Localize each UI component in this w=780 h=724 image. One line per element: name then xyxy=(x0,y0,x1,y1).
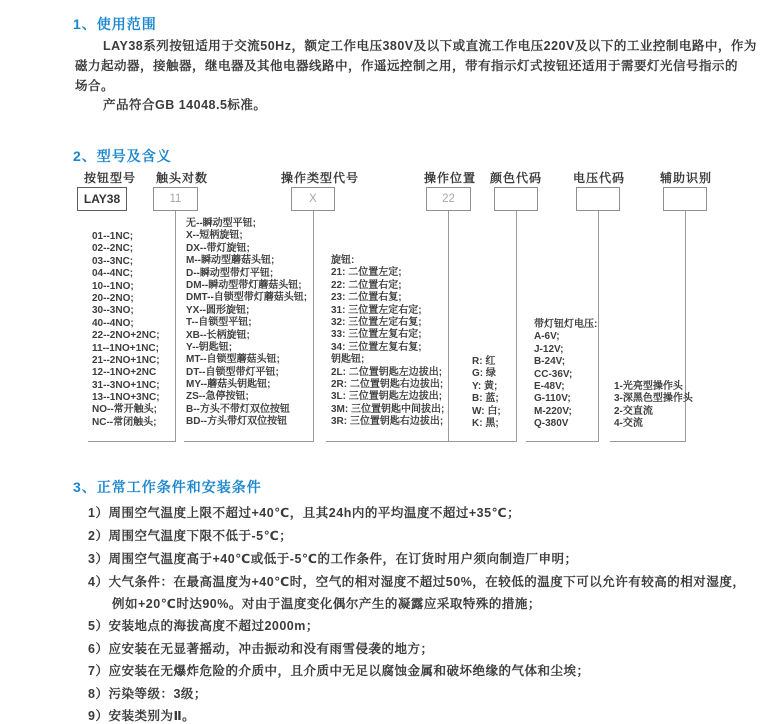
list-item: 11--1NO+1NC; xyxy=(92,342,159,354)
underline xyxy=(610,441,686,442)
list-item: 钥匙钮; xyxy=(331,354,365,366)
column-header-contacts: 触头对数 xyxy=(156,171,209,185)
connector-line xyxy=(313,211,314,441)
model-box-contacts: 11 xyxy=(153,187,198,211)
list-item: Q-380V xyxy=(534,418,569,430)
section1-line: 产品符合GB 14048.5标准。 xyxy=(103,98,267,112)
connector-line xyxy=(516,211,517,441)
list-item: 3L: 三位置钥匙左边拔出; xyxy=(331,391,443,403)
underline xyxy=(326,441,449,442)
list-item: W: 白; xyxy=(472,405,501,417)
list-item: D--瞬动型带灯平钮; xyxy=(186,267,274,279)
list-item: 03--3NC; xyxy=(92,255,134,267)
list-item: R: 红 xyxy=(472,356,496,367)
list-item: 2R: 二位置钥匙右边拔出; xyxy=(331,378,444,390)
condition-item: 5）安装地点的海拔高度不超过2000m； xyxy=(88,619,319,633)
column-header-op-type: 操作类型代号 xyxy=(281,171,360,185)
list-item: MT--自锁型蘑菇头钮; xyxy=(186,354,280,366)
list-item: B: 蓝; xyxy=(472,393,499,405)
connector-line xyxy=(448,211,449,441)
list-item: 34: 三位置左复右复; xyxy=(331,341,422,353)
list-item: E-48V; xyxy=(534,380,565,392)
list-item: 31: 三位置左定右定; xyxy=(331,304,422,316)
list-item: 2-交直流 xyxy=(614,405,653,417)
color-code-list xyxy=(472,356,501,430)
connector-line xyxy=(598,211,599,441)
column-header-op-pos: 操作位置 xyxy=(424,171,477,185)
condition-item: 6）应安装在无显著摇动，冲击振动和没有雨雪侵袭的地方； xyxy=(88,642,434,656)
list-item: XB--长柄旋钮; xyxy=(186,329,250,341)
condition-item: 3）周围空气温度高于+40℃或低于-5℃的工作条件，在订货时用户须向制造厂申明； xyxy=(88,552,578,566)
list-item: B-24V; xyxy=(534,356,566,368)
condition-item: 7）应安装在无爆炸危险的介质中，且介质中无足以腐蚀金属和破坏绝缘的气体和尘埃； xyxy=(88,664,590,678)
list-item: 带灯钮灯电压: xyxy=(534,319,598,330)
column-header-color: 颜色代码 xyxy=(490,171,543,185)
condition-item: 9）安装类别为Ⅱ。 xyxy=(88,709,196,723)
model-box-op-pos: 22 xyxy=(426,187,471,211)
list-item: NC--常闭触头; xyxy=(92,416,157,428)
list-item: 3R: 三位置钥匙右边拔出; xyxy=(331,416,444,428)
list-item: A-6V; xyxy=(534,331,560,343)
list-item: M--瞬动型蘑菇头钮; xyxy=(186,255,275,267)
list-item: T--自锁型平钮; xyxy=(186,317,252,329)
section1-title: 1、使用范围 xyxy=(73,16,157,32)
model-box-color xyxy=(494,187,538,211)
op-type-code-list xyxy=(186,218,307,429)
condition-item: 1）周围空气温度上限不超过+40℃，且其24h内的平均温度不超过+35℃； xyxy=(88,506,521,520)
list-item: DMT--自锁型带灯蘑菇头钮; xyxy=(186,292,308,304)
list-item: B--方头不带灯双位按钮 xyxy=(186,403,290,415)
list-item: 22: 二位置右定; xyxy=(331,279,402,291)
model-box-voltage xyxy=(576,187,620,211)
list-item: 4-交流 xyxy=(614,418,643,430)
list-item: DT--自锁型带灯平钮; xyxy=(186,366,279,378)
list-item: M-220V; xyxy=(534,405,572,417)
list-item: 12--1NO+2NC xyxy=(92,367,157,379)
list-item: 40--4NO; xyxy=(92,317,134,329)
underline xyxy=(526,441,599,442)
list-item: K: 黑; xyxy=(472,417,499,429)
list-item: X--短柄旋钮; xyxy=(186,230,243,242)
column-header-aux: 辅助识别 xyxy=(660,171,713,185)
section1-line: 磁力起动器，接触器，继电器及其他电器线路中，作遥远控制之用，带有指示灯式按钮还适用于需要灯光信号指示的 xyxy=(75,59,739,73)
list-item: 22--2NO+2NC; xyxy=(92,330,160,342)
underline xyxy=(448,441,517,442)
list-item: 32: 三位置左定右复; xyxy=(331,316,422,328)
condition-item: 2）周围空气温度下限不低于-5℃； xyxy=(88,529,293,543)
list-item: DX--带灯旋钮; xyxy=(186,242,250,254)
list-item: MY--蘑菇头钥匙钮; xyxy=(186,379,271,391)
column-header-voltage: 电压代码 xyxy=(573,171,626,185)
list-item: Y: 黄; xyxy=(472,380,498,392)
list-item: NO--常开触头; xyxy=(92,404,157,416)
list-item: 13--1NO+3NC; xyxy=(92,392,160,404)
model-box-prefix: LAY38 xyxy=(77,187,127,211)
list-item: 04--4NC; xyxy=(92,268,134,280)
list-item: G: 绿 xyxy=(472,368,496,380)
list-item: 31--3NO+1NC; xyxy=(92,379,160,391)
list-item: 02--2NC; xyxy=(92,243,134,255)
list-item: 23: 二位置右复; xyxy=(331,292,402,304)
voltage-code-list xyxy=(534,319,597,431)
list-item: 21--2NO+1NC; xyxy=(92,354,160,366)
section1-line: LAY38系列按钮适用于交流50Hz，额定工作电压380V及以下或直流工作电压220V及以下的工业控制电路中，作为 xyxy=(103,39,757,53)
list-item: 无--瞬动型平钮; xyxy=(186,218,256,229)
list-item: 01--1NC; xyxy=(92,231,134,242)
list-item: 21: 二位置左定; xyxy=(331,267,402,279)
list-item: G-110V; xyxy=(534,393,571,405)
list-item: 1-光亮型操作头 xyxy=(614,381,683,392)
connector-line xyxy=(175,211,176,441)
list-item: Y--钥匙钮; xyxy=(186,341,233,353)
list-item: YX--圆形旋钮; xyxy=(186,304,250,316)
list-item: 3-深黑色型操作头 xyxy=(614,393,693,405)
underline xyxy=(88,441,176,442)
underline xyxy=(184,441,314,442)
list-item: J-12V; xyxy=(534,343,564,355)
list-item: 20--2NO; xyxy=(92,292,134,304)
condition-item-continuation: 例如+20℃时达90%。对由于温度变化偶尔产生的凝露应采取特殊的措施； xyxy=(112,597,541,611)
section2-title: 2、型号及含义 xyxy=(73,148,172,164)
column-header-model: 按钮型号 xyxy=(84,171,137,185)
condition-item: 8）污染等级：3级； xyxy=(88,687,207,701)
list-item: CC-36V; xyxy=(534,368,573,380)
aux-code-list xyxy=(614,381,693,431)
list-item: 30--3NO; xyxy=(92,305,134,317)
list-item: 3M: 三位置钥匙中间拔出; xyxy=(331,403,445,415)
list-item: 10--1NO; xyxy=(92,280,134,292)
list-item: ZS--急停按钮; xyxy=(186,391,249,403)
op-position-list xyxy=(331,255,444,428)
list-item: 2L: 二位置钥匙左边拔出; xyxy=(331,366,443,378)
list-item: BD--方头带灯双位按钮 xyxy=(186,416,288,428)
section1-line: 场合。 xyxy=(75,79,115,93)
list-item: 旋钮: xyxy=(331,255,355,266)
list-item: 33: 三位置左复右定; xyxy=(331,329,422,341)
contact-code-list xyxy=(92,231,160,429)
section3-title: 3、正常工作条件和安装条件 xyxy=(73,479,262,495)
list-item: DM--瞬动型带灯蘑菇头钮; xyxy=(186,279,302,291)
model-box-op-type: X xyxy=(291,187,335,211)
model-box-aux xyxy=(663,187,707,211)
condition-item: 4）大气条件：在最高温度为+40℃时，空气的相对湿度不超过50%，在较低的温度下可以允许有较高的相对湿度， xyxy=(88,575,746,589)
